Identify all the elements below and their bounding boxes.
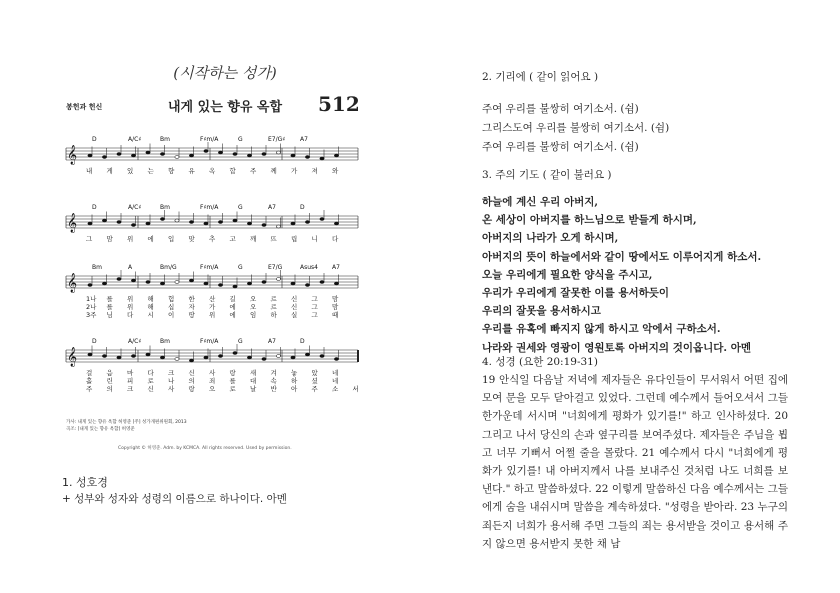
lyric-syllable: 그 xyxy=(311,303,318,311)
note-head xyxy=(160,282,164,285)
lyric-syllable: 으 xyxy=(209,385,216,393)
lyric-syllable: 로 xyxy=(147,377,154,385)
chord-symbol: Bm xyxy=(160,338,170,345)
lords-prayer-heading: 3. 주의 기도 ( 같이 불러요 ) xyxy=(482,169,612,181)
chord-symbol: Bm xyxy=(160,136,170,143)
note-head xyxy=(175,358,179,361)
chord-symbol: A/C♯ xyxy=(128,204,142,211)
treble-clef: 𝄞 xyxy=(67,273,78,293)
lyric-syllable: 내 xyxy=(86,167,93,175)
lyric-syllable: 았 xyxy=(311,369,318,377)
lyric-syllable: 랑 xyxy=(188,385,195,393)
prayer-line: 온 세상이 아버지를 하느님으로 받들게 하시며, xyxy=(482,214,697,227)
credit-line: 가사: 내게 있는 향유 옥합 허영준 [주] 성가개편위원회, 2013 xyxy=(66,420,187,425)
lyric-syllable: 위 xyxy=(127,303,134,311)
note-head xyxy=(117,278,121,281)
lyric-syllable: 주 xyxy=(311,385,318,393)
lyric-syllable: 십 xyxy=(168,303,175,311)
note-head xyxy=(262,281,266,284)
lyric-syllable: 위 xyxy=(209,311,216,319)
note-head xyxy=(117,356,121,359)
chord-symbol: G xyxy=(238,136,243,143)
lyric-syllable: 반 xyxy=(270,385,277,393)
chord-symbol: G xyxy=(238,264,243,271)
opening-hymn-title: (시작하는 성가) xyxy=(173,64,277,82)
prayer-line: 나라와 권세와 영광이 영원토록 아버지의 것이옵니다. 아멘 xyxy=(482,341,752,354)
lyric-syllable: 의 xyxy=(188,377,195,385)
lyric-syllable: 위 xyxy=(127,295,134,303)
note-head xyxy=(247,154,251,157)
hymn-number: 512 xyxy=(318,92,360,116)
note-head xyxy=(88,222,92,225)
note-head xyxy=(233,153,237,156)
lyric-syllable: 입 xyxy=(168,235,175,243)
lyric-syllable: 니 xyxy=(311,235,318,243)
note-head xyxy=(291,222,295,225)
lords-prayer-text xyxy=(482,193,761,357)
lyric-syllable: 옥 xyxy=(209,167,216,175)
lyric-syllable: 겨 xyxy=(270,369,277,377)
note-head xyxy=(131,154,135,157)
chord-symbol: A/C♯ xyxy=(128,338,142,345)
note-head xyxy=(247,356,251,359)
kyrie-line: 주여 우리를 불쌍히 여기소서. (쉼) xyxy=(482,141,639,153)
note-head xyxy=(247,222,251,225)
prayer-line: 아버지의 뜻이 하늘에서와 같이 땅에서도 이루어지게 하소서. xyxy=(482,250,762,263)
prayer-line: 우리의 잘못을 용서하시고 xyxy=(482,305,601,318)
note-head xyxy=(204,222,208,225)
lyric-syllable: 신 xyxy=(291,295,298,303)
note-head xyxy=(218,284,222,287)
hymn-credits xyxy=(66,419,187,433)
lyric-syllable: 향 xyxy=(168,167,175,175)
lyric-syllable: 서 xyxy=(352,385,359,393)
note-head xyxy=(160,153,164,156)
credit-line: 곡조: [내게 있는 향유 옥합] 허영준 xyxy=(66,427,135,432)
kyrie-line: 그리스도여 우리를 불쌍히 여기소서. (쉼) xyxy=(482,122,670,134)
lyric-syllable: 르 xyxy=(270,295,277,303)
note-head xyxy=(88,353,92,356)
sign-of-cross-heading: 1. 성호경 xyxy=(62,476,108,489)
note-head xyxy=(189,154,193,157)
note-head xyxy=(146,151,150,154)
lyric-syllable: 시 xyxy=(147,311,154,319)
note-head xyxy=(262,224,266,227)
lyric-syllable: 에 xyxy=(229,303,236,311)
note-head xyxy=(204,356,208,359)
lyric-syllable: 를 xyxy=(106,295,113,303)
chord-symbol: F♯m/A xyxy=(200,136,219,143)
note-head xyxy=(320,355,324,358)
lyric-syllable: 님 xyxy=(106,311,113,319)
note-head xyxy=(175,219,179,222)
lyric-syllable: 걸 xyxy=(86,369,93,377)
lyric-syllable: 린 xyxy=(106,377,113,385)
note-head xyxy=(291,154,295,157)
note-head xyxy=(146,281,150,284)
hymn-section-label: 봉헌과 헌신 xyxy=(66,103,103,111)
lyric-syllable: 새 xyxy=(250,369,257,377)
note-head xyxy=(218,221,222,224)
note-head xyxy=(131,279,135,282)
note-head xyxy=(334,358,338,361)
lyric-syllable: 땅 xyxy=(188,311,195,319)
note-head xyxy=(175,281,179,284)
lyric-syllable: 신 xyxy=(291,303,298,311)
note-head xyxy=(305,156,309,159)
note-head xyxy=(276,225,280,228)
lyric-syllable: 3주 xyxy=(86,311,97,319)
lyric-syllable: 랑 xyxy=(229,369,236,377)
lyric-syllable: 는 xyxy=(147,167,154,175)
note-head xyxy=(305,284,309,287)
music-score xyxy=(62,130,362,410)
chord-symbol: Bm/G xyxy=(160,264,177,271)
lyric-syllable: 를 xyxy=(106,303,113,311)
lyric-syllable: 합 xyxy=(229,167,236,175)
lyric-syllable: 깨 xyxy=(250,235,257,243)
chord-symbol: Bm xyxy=(92,264,102,271)
note-head xyxy=(334,222,338,225)
lyric-syllable: 져 xyxy=(311,167,318,175)
lyric-syllable: 자 xyxy=(188,303,195,311)
prayer-line: 하늘에 계신 우리 아버지, xyxy=(482,196,599,208)
note-head xyxy=(320,218,324,221)
chord-symbol: D xyxy=(92,338,97,345)
lyric-syllable: 산 xyxy=(209,295,216,303)
prayer-line: 우리가 우리에게 잘못한 이를 용서하듯이 xyxy=(482,287,670,300)
lyric-syllable: 음 xyxy=(106,369,113,377)
lyric-syllable: 해 xyxy=(147,303,154,311)
lyric-syllable: 위 xyxy=(127,235,134,243)
lyric-syllable: 립 xyxy=(291,235,298,243)
lyric-syllable: 사 xyxy=(168,385,175,393)
chord-symbol: A7 xyxy=(300,136,308,143)
lyric-syllable: 맘 xyxy=(106,235,113,243)
note-head xyxy=(160,218,164,221)
lyric-syllable: 의 xyxy=(106,385,113,393)
note-head xyxy=(117,221,121,224)
treble-clef: 𝄞 xyxy=(67,145,78,165)
chord-symbol: F♯m/A xyxy=(200,204,219,211)
note-head xyxy=(233,352,237,355)
lyric-syllable: 가 xyxy=(209,303,216,311)
note-head xyxy=(88,154,92,157)
note-head xyxy=(117,153,121,156)
chord-symbol: E7/G♯ xyxy=(268,136,286,143)
chord-symbol: D xyxy=(92,136,97,143)
lyric-syllable: 나 xyxy=(168,377,175,385)
note-head xyxy=(189,279,193,282)
note-head xyxy=(305,221,309,224)
chord-symbol: A7 xyxy=(332,264,340,271)
lyric-syllable: 대 xyxy=(250,377,257,385)
note-head xyxy=(218,151,222,154)
note-head xyxy=(262,153,266,156)
lyric-syllable: 하 xyxy=(270,311,277,319)
chord-symbol: A7 xyxy=(268,204,276,211)
lyric-syllable: 로 xyxy=(229,385,236,393)
note-head xyxy=(291,282,295,285)
note-head xyxy=(131,355,135,358)
lyric-syllable: 와 xyxy=(332,167,339,175)
note-head xyxy=(233,219,237,222)
lyric-syllable: 있 xyxy=(127,167,134,175)
note-head xyxy=(88,284,92,287)
lyric-syllable: 고 xyxy=(229,235,236,243)
lyric-syllable: 죄 xyxy=(209,377,216,385)
lyric-syllable: 르 xyxy=(270,303,277,311)
prayer-line: 우리를 유혹에 빠지지 않게 하시고 악에서 구하소서. xyxy=(482,323,721,336)
lyric-syllable: 놓 xyxy=(291,369,298,377)
note-head xyxy=(146,353,150,356)
right-page xyxy=(420,0,840,593)
lyric-syllable: 날 xyxy=(250,385,257,393)
lyric-syllable: 홀 xyxy=(86,377,93,385)
note-head xyxy=(160,356,164,359)
lyric-syllable: 그 xyxy=(86,235,93,243)
sign-of-cross-text: + 성부와 성자와 성령의 이름으로 하나이다. 아멘 xyxy=(62,493,287,505)
kyrie-line: 주여 우리를 불쌍히 여기소서. (쉼) xyxy=(482,103,639,115)
note-head xyxy=(218,355,222,358)
chord-symbol: A/C♯ xyxy=(128,136,142,143)
note-head xyxy=(189,221,193,224)
chord-symbol: D xyxy=(300,338,305,345)
chord-symbol: G xyxy=(238,204,243,211)
chord-symbol: D xyxy=(92,204,97,211)
note-head xyxy=(146,222,150,225)
lyric-syllable: 크 xyxy=(168,369,175,377)
note-head xyxy=(276,278,280,281)
lyric-syllable: 에 xyxy=(147,235,154,243)
lyric-syllable: 에 xyxy=(229,311,236,319)
lyric-syllable: 게 xyxy=(106,167,113,175)
note-head xyxy=(262,358,266,361)
note-head xyxy=(175,156,179,159)
lyric-syllable: 마 xyxy=(127,369,134,377)
chord-symbol: F♯m/A xyxy=(200,264,219,271)
lyric-syllable: 다 xyxy=(127,311,134,319)
prayer-line: 오늘 우리에게 필요한 양식을 주시고, xyxy=(482,268,653,281)
note-head xyxy=(320,157,324,160)
treble-clef: 𝄞 xyxy=(67,213,78,233)
note-head xyxy=(334,154,338,157)
lyric-syllable: 험 xyxy=(168,295,175,303)
chord-symbol: F♯m/A xyxy=(200,338,219,345)
lyric-syllable: 다 xyxy=(332,235,339,243)
lyric-syllable: 그 xyxy=(311,311,318,319)
note-head xyxy=(102,282,106,285)
note-head xyxy=(102,355,106,358)
lyric-syllable: 2나 xyxy=(86,303,97,311)
lyric-syllable: 이 xyxy=(168,311,175,319)
chord-symbol: A xyxy=(128,264,133,271)
lyric-syllable: 길 xyxy=(229,295,236,303)
lyric-syllable: 맘 xyxy=(332,303,339,311)
lyric-syllable: 임 xyxy=(250,311,257,319)
treble-clef: 𝄞 xyxy=(67,347,78,367)
note-head xyxy=(276,355,280,358)
lyric-syllable: 를 xyxy=(229,377,236,385)
lyric-syllable: 하 xyxy=(291,377,298,385)
hymn-copyright: Copyright © 허영준. Adm. by KCMCA. All rights reserved. Used by permission. xyxy=(118,446,292,451)
lyric-syllable: 셨 xyxy=(311,377,318,385)
lyric-syllable: 신 xyxy=(188,369,195,377)
note-head xyxy=(305,353,309,356)
chord-symbol: A7 xyxy=(268,338,276,345)
hymn-title: 내게 있는 향유 옥합 xyxy=(168,100,283,115)
chord-symbol: E7/G xyxy=(268,264,283,271)
gospel-text: 19 안식일 다음날 저녁에 제자들은 유다인들이 무서워서 어떤 집에 모여 문을 모두 닫아걸고 있었다. 그런데 예수께서 들어오셔서 그들 한가운데 서시며 "너희에게 평화가 있기를!" 하고 인사하셨다. 20 그리고 나서 당신의 손과 옆구리를 보여주셨다. 제자들은 주님을 뵙고 너무 기뻐서 어쩔 줄을 몰랐다. 21 예수께서 다시 "너희에게 평화가 있기를! 내 아버지께서 나를 보내주신 것처럼 나도 너희를 보낸다." 하고 말씀하셨다. 22 이렇게 말씀하신 다음 예수께서는 그들에게 숨을 내쉬시며 말씀을 계속하셨다. "성령을 받아라. 23 누구의 죄든지 너희가 용서해 주면 그들의 죄는 용서받을 것이고 용서해 주지 않으면 용서받지 못한 채 남 xyxy=(482,374,788,550)
note-head xyxy=(204,282,208,285)
lyric-syllable: 맘 xyxy=(332,295,339,303)
note-head xyxy=(247,282,251,285)
lyric-syllable: 오 xyxy=(250,303,257,311)
note-head xyxy=(320,281,324,284)
lyric-syllable: 사 xyxy=(209,369,216,377)
note-head xyxy=(204,150,208,153)
lyric-syllable: 신 xyxy=(147,385,154,393)
chord-symbol: Asus4 xyxy=(300,264,318,271)
lyric-syllable: 주 xyxy=(86,385,93,393)
lyric-syllable: 한 xyxy=(188,295,195,303)
lyric-syllable: 피 xyxy=(127,377,134,385)
lyric-syllable: 주 xyxy=(250,167,257,175)
note-head xyxy=(189,359,193,362)
chord-symbol: D xyxy=(300,204,305,211)
gospel-heading: 4. 성경 (요한 20:19-31) xyxy=(482,356,598,368)
chord-symbol: Bm xyxy=(160,204,170,211)
chord-symbol: G xyxy=(238,338,243,345)
lyric-syllable: 네 xyxy=(332,377,339,385)
lyric-syllable: 소 xyxy=(332,385,339,393)
note-head xyxy=(291,356,295,359)
lyric-syllable: 뜨 xyxy=(270,235,277,243)
lyric-syllable: 가 xyxy=(291,167,298,175)
lyric-syllable: 때 xyxy=(332,311,339,319)
lyric-syllable: 실 xyxy=(291,311,298,319)
kyrie-text xyxy=(482,100,669,157)
kyrie-heading: 2. 기리에 ( 같이 읽어요 ) xyxy=(482,71,599,83)
lyric-syllable: 그 xyxy=(311,295,318,303)
note-head xyxy=(102,219,106,222)
lyric-syllable: 오 xyxy=(250,295,257,303)
note-head xyxy=(102,156,106,159)
prayer-line: 아버지의 나라가 오게 하시며, xyxy=(482,232,619,245)
note-head xyxy=(233,285,237,288)
lyric-syllable: 맞 xyxy=(188,235,195,243)
note-head xyxy=(131,224,135,227)
lyric-syllable: 해 xyxy=(147,295,154,303)
lyric-syllable: 다 xyxy=(147,369,154,377)
lyric-syllable: 아 xyxy=(291,385,298,393)
lyric-syllable: 1나 xyxy=(86,295,97,303)
lyric-syllable: 네 xyxy=(332,369,339,377)
lyric-syllable: 추 xyxy=(209,235,216,243)
lyric-syllable: 께 xyxy=(270,167,277,175)
note-head xyxy=(334,282,338,285)
lyric-syllable: 유 xyxy=(188,167,195,175)
lyric-syllable: 크 xyxy=(127,385,134,393)
lyric-syllable: 속 xyxy=(270,377,277,385)
note-head xyxy=(276,151,280,154)
